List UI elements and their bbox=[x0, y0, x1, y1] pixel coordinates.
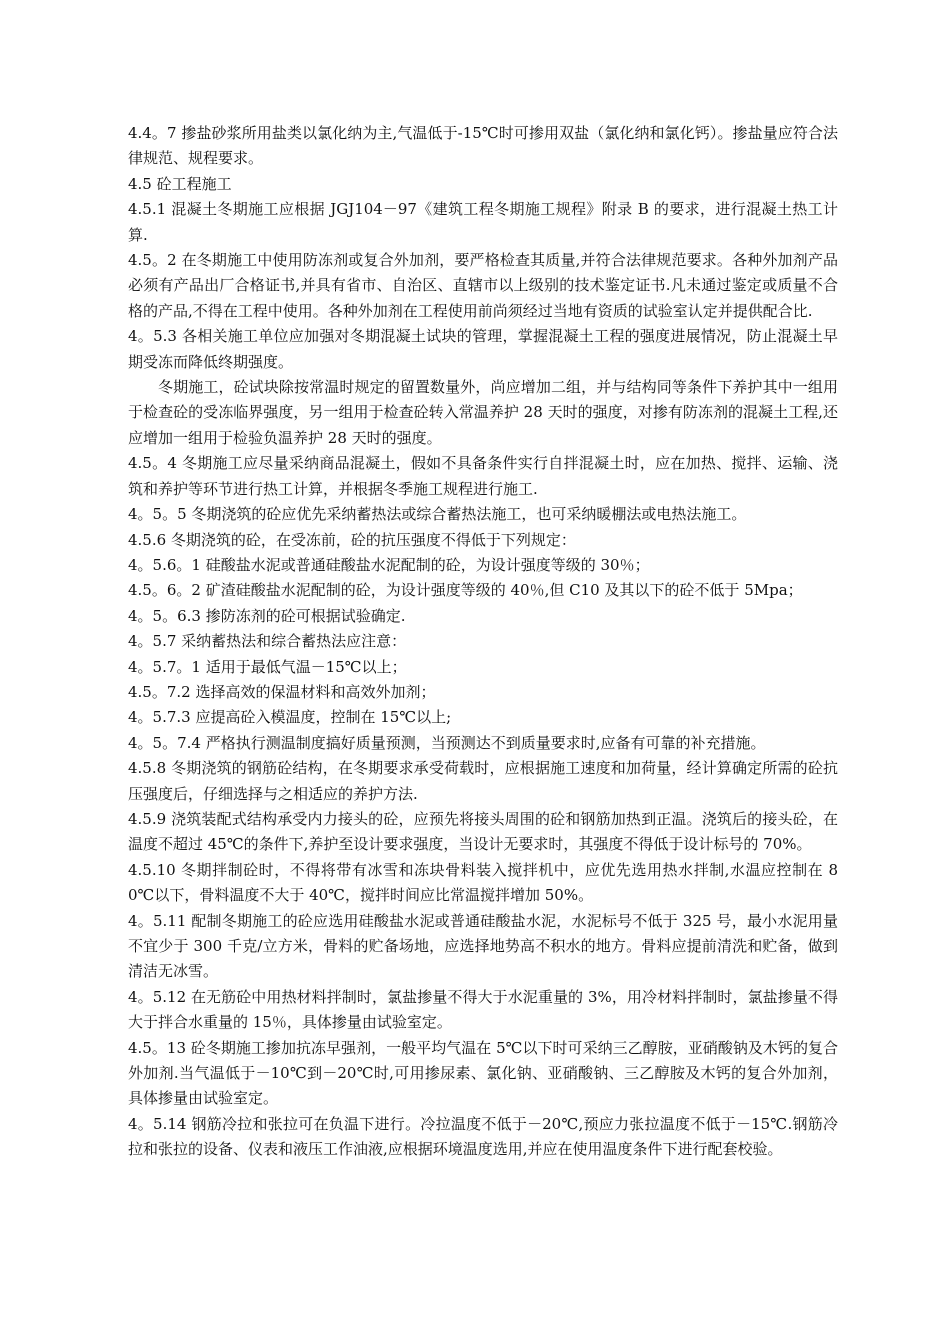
paragraph-4-5-3: 4。5.3 各相关施工单位应加强对冬期混凝土试块的管理，掌握混凝土工程的强度进展情况，防止混凝土早期受冻而降低终期强度。 bbox=[128, 327, 838, 371]
section-heading-4-5: 4.5 砼工程施工 bbox=[128, 174, 232, 193]
paragraph-4-5-12: 4。5.12 在无筋砼中用热材料拌制时，氯盐掺量不得大于水泥重量的 3%，用冷材料拌制时，氯盐掺量不得大于拌合水重量的 15％，具体掺量由试验室定。 bbox=[128, 987, 838, 1032]
paragraph-4-5-8: 4.5.8 冬期浇筑的钢筋砼结构，在冬期要求承受荷载时，应根据施工速度和加荷量，经计算确定所需的砼抗压强度后，仔细选择与之相适应的养护方法. bbox=[128, 759, 838, 803]
paragraph-4-5-5: 4。5。5 冬期浇筑的砼应优先采纳蓄热法或综合蓄热法施工，也可采纳暖棚法或电热法施工。 bbox=[128, 505, 747, 524]
paragraph-4-5-7-3: 4。5.7.3 应提高砼入模温度，控制在 15℃以上; bbox=[128, 708, 452, 727]
paragraph-4-5-2: 4.5。2 在冬期施工中使用防冻剂或复合外加剂，要严格检查其质量,并符合法律规范要求。各种外加剂产品必须有产品出厂合格证书,并具有省市、自治区、直辖市以上级别的技术鉴定证书.凡未通过鉴定或质量不合格的产品,不得在工程中使用。各种外加剂在工程使用前尚须经过当地有资质的试验室认定并提供配合比. bbox=[128, 251, 838, 320]
paragraph-4-5-7-4: 4。5。7.4 严格执行测温制度搞好质量预测，当预测达不到质量要求时,应备有可靠的补充措施。 bbox=[128, 733, 766, 752]
paragraph-4-5-14: 4。5.14 钢筋冷拉和张拉可在负温下进行。冷拉温度不低于－20℃,预应力张拉温度不低于－15℃.钢筋冷拉和张拉的设备、仪表和液压工作油液,应根据环境温度选用,并应在使用温度条件下进行配套校验。 bbox=[128, 1114, 838, 1159]
paragraph-4-4-7: 4.4。7 掺盐砂浆所用盐类以氯化纳为主,气温低于-15℃时可掺用双盐（氯化纳和氯化钙）。掺盐量应符合法律规范、规程要求。 bbox=[128, 124, 838, 168]
paragraph-4-5-7-2: 4.5。7.2 选择高效的保温材料和高效外加剂； bbox=[128, 682, 436, 701]
paragraph-4-5-7-1: 4。5.7。1 适用于最低气温－15℃以上； bbox=[128, 657, 407, 676]
paragraph-4-5-6: 4.5.6 冬期浇筑的砼，在受冻前，砼的抗压强度不得低于下列规定： bbox=[128, 530, 576, 549]
document-body bbox=[128, 121, 838, 1163]
paragraph-test-blocks: 冬期施工，砼试块除按常温时规定的留置数量外，尚应增加二组，并与结构同等条件下养护其中一组用于检查砼的受冻临界强度，另一组用于检查砼转入常温养护 28 天时的强度，对掺有防冻剂的混凝土工程,还应增加一组用于检验负温养护 28 天时的强度。 bbox=[128, 378, 838, 447]
paragraph-4-5-9: 4.5.9 浇筑装配式结构承受内力接头的砼，应预先将接头周围的砼和钢筋加热到正温。浇筑后的接头砼，在温度不超过 45℃的条件下,养护至设计要求强度，当设计无要求时，其强度不得低于设计标号的 70%。 bbox=[128, 809, 838, 854]
paragraph-4-5-10: 4.5.10 冬期拌制砼时，不得将带有冰雪和冻块骨料装入搅拌机中，应优先选用热水拌制,水温应控制在 80℃以下，骨料温度不大于 40℃，搅拌时间应比常温搅拌增加 50%。 bbox=[128, 860, 838, 905]
paragraph-4-5-13: 4.5。13 砼冬期施工掺加抗冻早强剂，一般平均气温在 5℃以下时可采纳三乙醇胺，亚硝酸钠及木钙的复合外加剂.当气温低于－10℃到－20℃时,可用掺尿素、氯化钠、亚硝酸钠、三乙醇胺及木钙的复合外加剂，具体掺量由试验室定。 bbox=[128, 1038, 838, 1108]
paragraph-4-5-6-2: 4.5。6。2 矿渣硅酸盐水泥配制的砼，为设计强度等级的 40％,但 C10 及其以下的砼不低于 5Mpa； bbox=[128, 581, 803, 600]
paragraph-4-5-6-1: 4。5.6。1 硅酸盐水泥或普通硅酸盐水泥配制的砼，为设计强度等级的 30％； bbox=[128, 555, 650, 574]
paragraph-4-5-7: 4。5.7 采纳蓄热法和综合蓄热法应注意： bbox=[128, 632, 407, 651]
paragraph-4-5-1: 4.5.1 混凝土冬期施工应根据 JGJ104－97《建筑工程冬期施工规程》附录 B 的要求，进行混凝土热工计算. bbox=[128, 200, 838, 244]
paragraph-4-5-11: 4。5.11 配制冬期施工的砼应选用硅酸盐水泥或普通硅酸盐水泥，水泥标号不低于 325 号，最小水泥用量不宜少于 300 千克/立方米，骨料的贮备场地，应选择地势高不积水的地方。骨料应提前清洗和贮备，做到清洁无冰雪。 bbox=[128, 911, 838, 981]
paragraph-4-5-6-3: 4。5。6.3 掺防冻剂的砼可根据试验确定. bbox=[128, 606, 406, 625]
paragraph-4-5-4: 4.5。4 冬期施工应尽量采纳商品混凝土，假如不具备条件实行自拌混凝土时，应在加热、搅拌、运输、浇筑和养护等环节进行热工计算，并根据冬季施工规程进行施工. bbox=[128, 454, 838, 498]
